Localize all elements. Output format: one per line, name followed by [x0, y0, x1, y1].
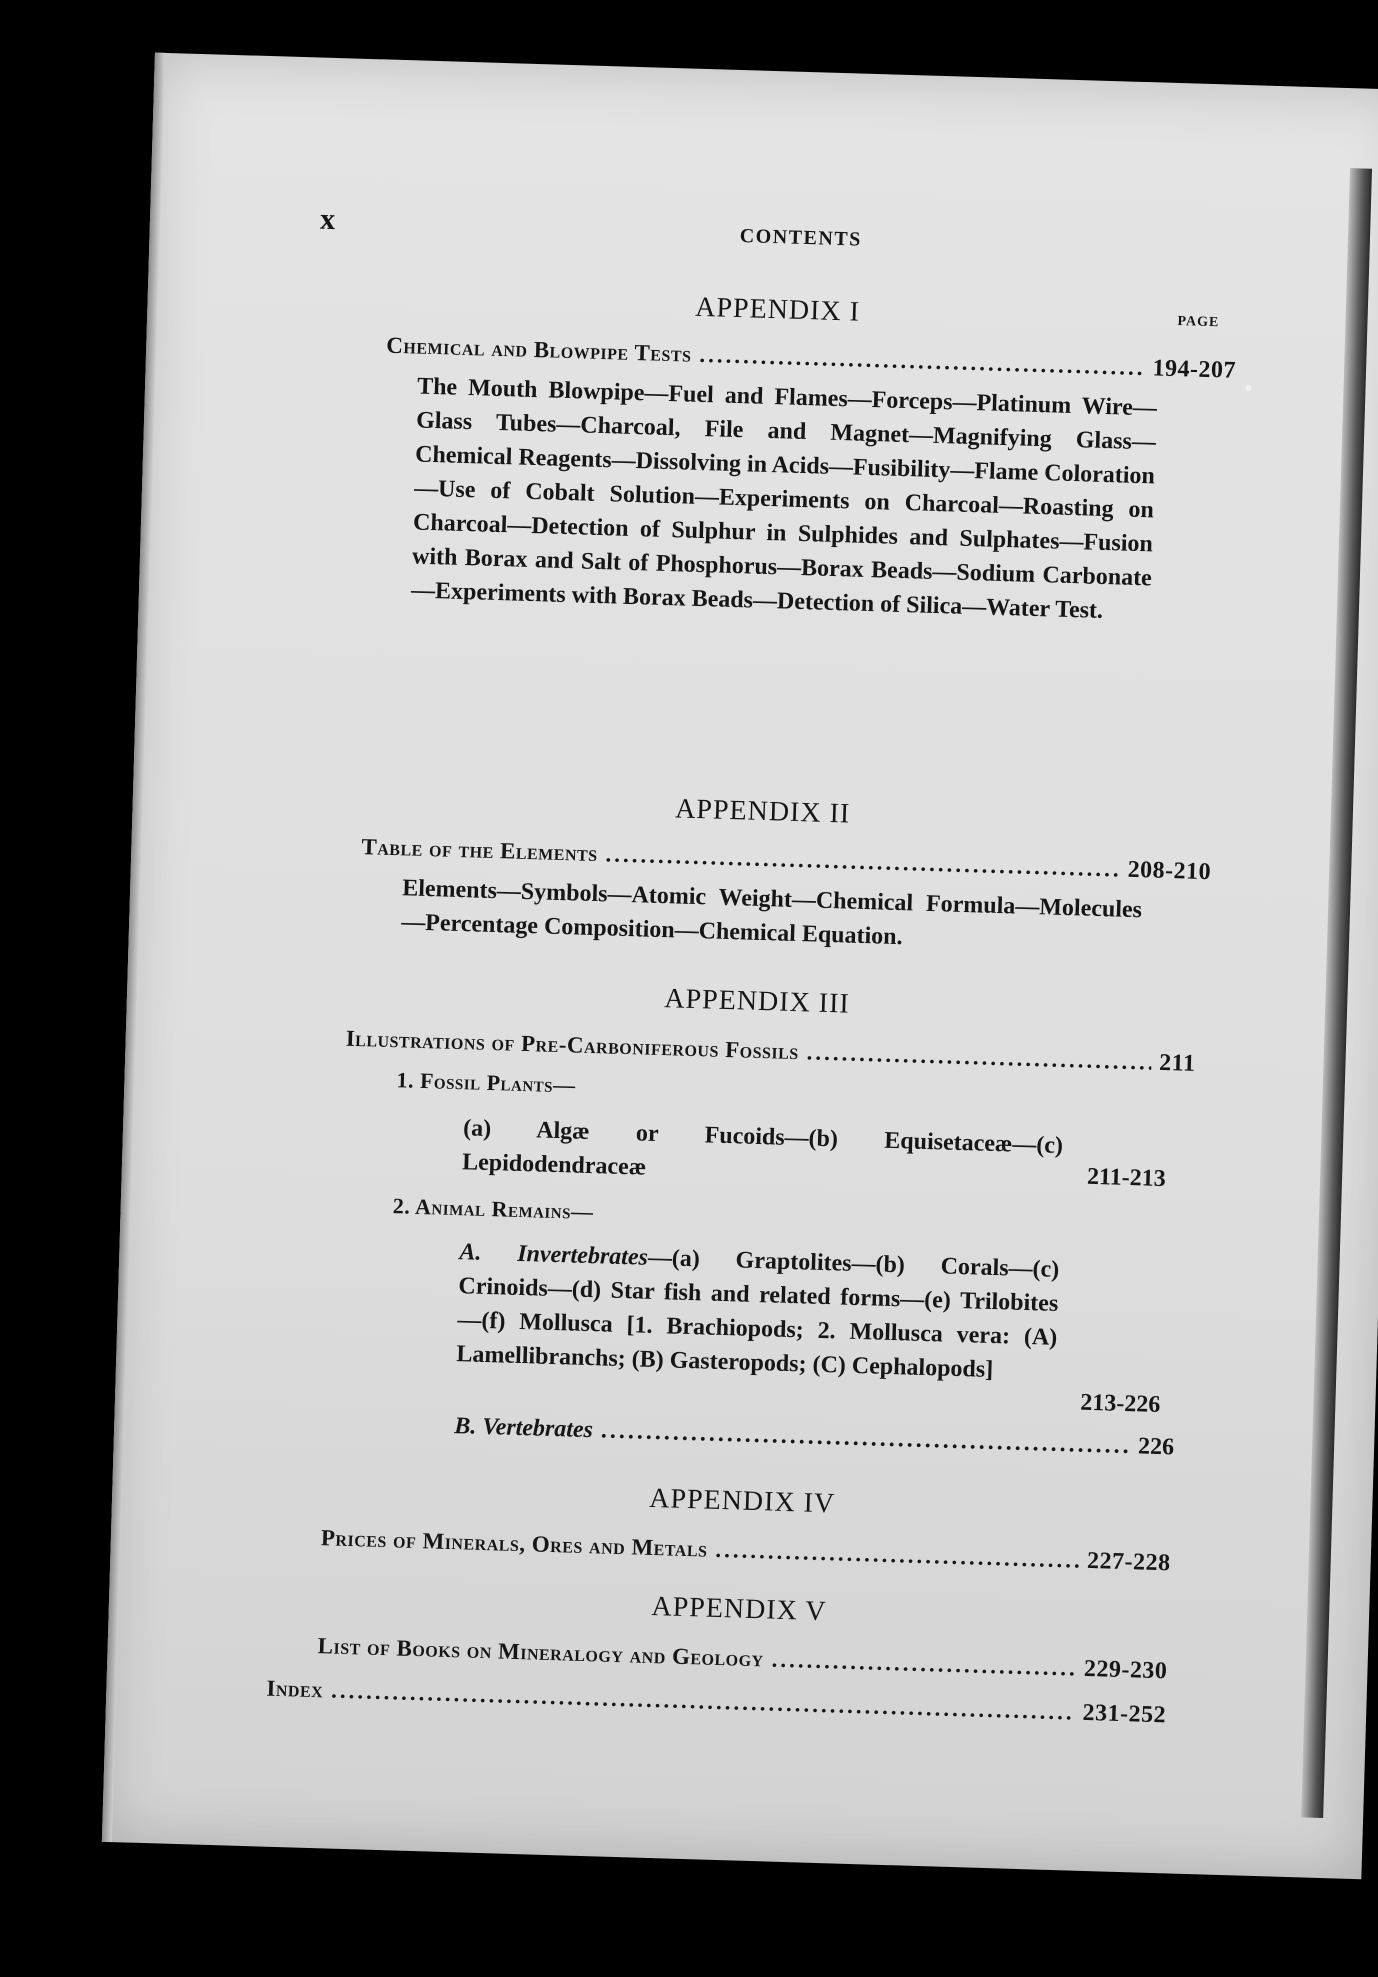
dot-leader	[601, 1417, 1131, 1460]
appendix-iv-heading: APPENDIX IV	[648, 1482, 836, 1520]
toc-entry-vertebrates	[454, 1413, 1174, 1461]
dot-leader	[806, 1039, 1151, 1076]
page-column-label: PAGE	[1177, 314, 1220, 331]
appendix-iii-heading: APPENDIX III	[663, 983, 851, 1020]
book-spine	[1301, 168, 1372, 1818]
invertebrates-text	[456, 1235, 1060, 1389]
toc-entry-title: Table of the Elements	[361, 834, 599, 867]
vertebrates-label: B. Vertebrates	[453, 1413, 594, 1444]
animal-remains-heading: 2. Animal Remains—	[392, 1193, 594, 1225]
appendix-ii-heading: APPENDIX II	[674, 793, 851, 830]
book-page	[102, 53, 1378, 1880]
toc-entry-prices	[321, 1525, 1171, 1577]
folio-number: x	[319, 202, 336, 237]
toc-entry-title: List of Books on Mineralogy and Geology	[317, 1633, 765, 1672]
dot-leader	[331, 1678, 1075, 1727]
fossil-plants-text: (a) Algæ or Fucoids—(b) Equisetaceæ—(c) Lepidodendraceæ	[461, 1115, 1064, 1181]
toc-entry-title: Chemical and Blowpipe Tests	[386, 332, 692, 367]
toc-entry-index	[266, 1676, 1166, 1730]
smudge	[1245, 385, 1251, 391]
toc-entry-books	[317, 1633, 1167, 1685]
toc-entry-title: Prices of Minerals, Ores and Metals	[320, 1525, 708, 1562]
toc-entry-pages: 208-210	[1127, 856, 1212, 886]
invertebrates-list: —(a) Graptolites—(b) Corals—(c) Crinoids—(d) Star fish and related forms—(e) Trilobites—(f) Mollusca [1. Brachiopods; 2. Mollusca vera: (A) Lamellibranchs; (B) Gasteropods; (C) Cephalopods]	[456, 1244, 1060, 1384]
toc-entry-pages: 194-207	[1152, 355, 1237, 384]
fossil-plants-heading: 1. Fossil Plants—	[396, 1067, 576, 1098]
toc-entry-pages: 229-230	[1083, 1655, 1168, 1685]
toc-entry-pages: 211	[1158, 1049, 1196, 1077]
contents-body	[266, 202, 1237, 1729]
toc-entry-pages: 227-228	[1086, 1547, 1171, 1577]
vertebrates-pages: 226	[1137, 1433, 1175, 1461]
invertebrates-pages: 213-226	[1079, 1389, 1161, 1419]
dot-leader	[771, 1647, 1076, 1683]
dot-leader	[699, 342, 1145, 382]
dot-leader	[715, 1537, 1079, 1575]
running-head-title: CONTENTS	[739, 225, 863, 251]
appendix-i-heading: APPENDIX I	[694, 291, 861, 328]
appendix-v-heading: APPENDIX V	[651, 1591, 828, 1628]
toc-entry-pages: 231-252	[1082, 1699, 1167, 1729]
appendix-i-description: The Mouth Blowpipe—Fuel and Flames—Forceps—Platinum Wire—Glass Tubes—Charcoal, File and Magnet—Magnifying Glass—Chemical Reagents—Dissolving in Acids—Fusibility—Flame Coloration—Use of Cobalt Solution—Experiments on Charcoal—Roasting on Charcoal—Detection of Sulphur in Sulphides and Sulphates—Fusion with Borax and Salt of Phosphorus—Borax Beads—Sodium Carbonate—Experiments with Borax Beads—Detection of Silica—Water Test.	[410, 373, 1158, 624]
dot-leader	[605, 841, 1120, 883]
toc-entry-title: Index	[266, 1675, 324, 1703]
invertebrates-label: A. Invertebrates	[459, 1239, 649, 1271]
appendix-ii-description: Elements—Symbols—Atomic Weight—Chemical Formula—Molecules—Percentage Composition—Chemical Equation.	[400, 875, 1143, 951]
page-edge	[102, 53, 165, 1843]
fossil-plants-pages: 211-213	[1086, 1163, 1167, 1193]
toc-entry-title: Illustrations of Pre-Carboniferous Fossils	[345, 1025, 800, 1065]
